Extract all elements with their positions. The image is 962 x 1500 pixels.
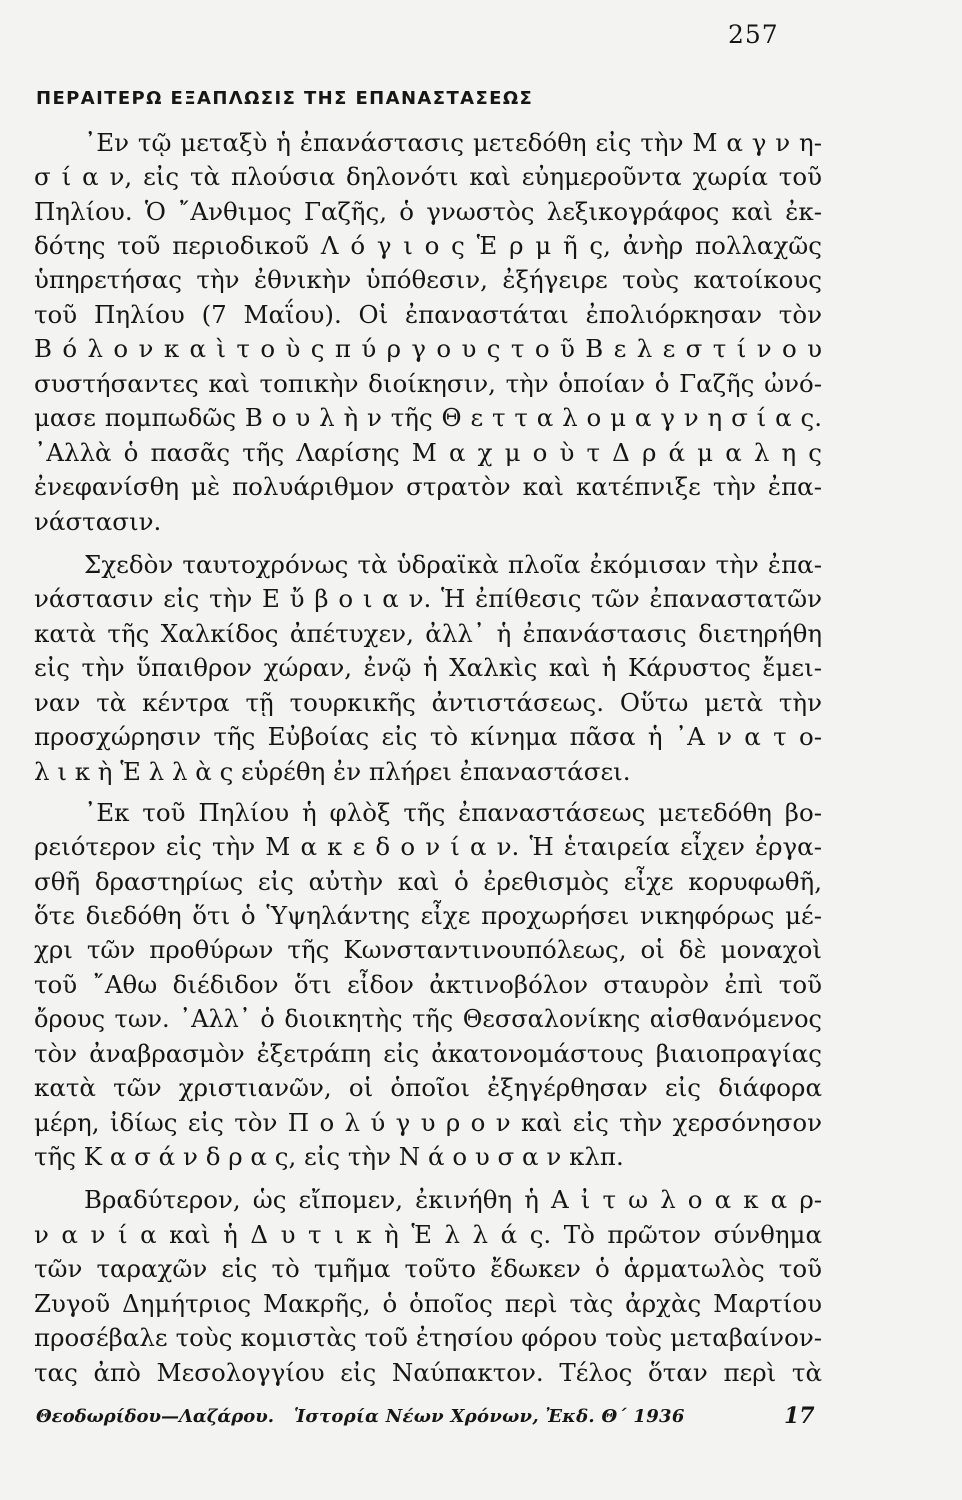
text-line: ν α ν ί α καὶ ἡ Δ υ τ ι κ ὴ Ἑ λ λ ά ς. Τὸ πρῶτον σύνθημα [34,1220,822,1249]
text-line: ἐνεφανίσθη μὲ πολυάριθμον στρατὸν καὶ κατέπνιξε τὴν ἐπα- [34,472,822,501]
text-line: ὑπηρετήσας τὴν ἐθνικὴν ὑπόθεσιν, ἐξήγειρε τοὺς κατοίκους [34,265,822,294]
text-line: τας ἀπὸ Μεσολογγίου εἰς Ναύπακτον. Τέλος ὅταν περὶ τὰ [34,1358,822,1387]
text-line: κατὰ τῶν χριστιανῶν, οἱ ὁποῖοι ἐξηγέρθησαν εἰς διάφορα [34,1073,822,1102]
text-line: εἰς τὴν ὕπαιθρον χώραν, ἐνῷ ἡ Χαλκὶς καὶ ἡ Κάρυστος ἔμει- [34,653,822,682]
text-line: σ ί α ν, εἰς τὰ πλούσια δηλονότι καὶ εὐημεροῦντα χωρία τοῦ [34,162,822,191]
text-line: νάστασιν εἰς τὴν Ε ὔ β ο ι α ν. Ἡ ἐπίθεσις τῶν ἐπαναστατῶν [34,584,822,613]
text-line: ᾿Εκ τοῦ Πηλίου ἡ φλὸξ τῆς ἐπαναστάσεως μετεδόθη βο- [84,798,822,827]
text-line: τῶν ταραχῶν εἰς τὸ τμῆμα τοῦτο ἔδωκεν ὁ ἁρματωλὸς τοῦ [34,1254,822,1283]
text-line: μέρη, ἰδίως εἰς τὸν Π ο λ ύ γ υ ρ ο ν καὶ εἰς τὴν χερσόνησον [34,1108,822,1137]
footer-book-title: Ἱστορία Νέων Χρόνων, Ἐκδ. Θ΄ 1936 [294,1406,685,1427]
text-line: προσχώρησιν τῆς Εὐβοίας εἰς τὸ κίνημα πᾶσα ἡ ᾿Α ν α τ ο- [34,722,822,751]
text-line: Βραδύτερον, ὡς εἴπομεν, ἐκινήθη ἡ Α ἰ τ ω λ ο α κ α ρ- [84,1185,822,1214]
text-line: μασε πομπωδῶς Β ο υ λ ὴ ν τῆς Θ ε τ τ α λ ο μ α γ ν η σ ί α ς. [34,403,822,432]
text-line: συστήσαντες καὶ τοπικὴν διοίκησιν, τὴν ὁποίαν ὁ Γαζῆς ὠνό- [34,369,822,398]
text-line: Β ό λ ο ν κ α ὶ τ ο ὺ ς π ύ ρ γ ο υ ς τ ο ῦ Β ε λ ε σ τ ί ν ο υ [34,334,822,363]
text-line: τὸν ἀναβρασμὸν ἐξετράπη εἰς ἀκατονομάστους βιαιοπραγίας [34,1039,822,1068]
text-line: χρι τῶν προθύρων τῆς Κωνσταντινουπόλεως, οἱ δὲ μοναχοὶ [34,935,822,964]
text-line: τῆς Κ α σ ά ν δ ρ α ς, εἰς τὴν Ν ά ο υ σ α ν κλπ. [34,1142,624,1171]
text-line: τοῦ ῎Αθω διέδιδον ὅτι εἶδον ἀκτινοβόλον σταυρὸν ἐπὶ τοῦ [34,970,822,999]
text-line: λ ι κ ὴ Ἑ λ λ ὰ ς εὑρέθη ἐν πλήρει ἐπαναστάσει. [34,757,631,786]
text-line: ᾿Εν τῷ μεταξὺ ἡ ἐπανάστασις μετεδόθη εἰς τὴν Μ α γ ν η- [84,128,822,157]
running-head: ΠΕΡΑΙΤΕΡΩ ΕΞΑΠΛΩΣΙΣ ΤΗΣ ΕΠΑΝΑΣΤΑΣΕΩΣ [36,88,534,109]
text-line: Πηλίου. Ὁ ῎Ανθιμος Γαζῆς, ὁ γνωστὸς λεξικογράφος καὶ ἐκ- [34,197,822,226]
text-line: νάστασιν. [34,507,162,536]
text-line: ὄρους των. ᾿Αλλ᾿ ὁ διοικητὴς τῆς Θεσσαλονίκης αἰσθανόμενος [34,1005,822,1033]
text-line: τοῦ Πηλίου (7 Μαΐου). Οἱ ἐπαναστάται ἐπολιόρκησαν τὸν [34,300,822,329]
text-line: ρειότερον εἰς τὴν Μ α κ ε δ ο ν ί α ν. Ἡ ἑταιρεία εἶχεν ἐργα- [34,832,822,861]
footer-authors: Θεοδωρίδου—Λαζάρου. [36,1406,275,1427]
text-line: Σχεδὸν ταυτοχρόνως τὰ ὑδραϊκὰ πλοῖα ἐκόμισαν τὴν ἐπα- [84,550,822,579]
text-line: ᾿Αλλὰ ὁ πασᾶς τῆς Λαρίσης Μ α χ μ ο ὺ τ Δ ρ ά μ α λ η ς [34,438,822,467]
text-line: ναν τὰ κέντρα τῇ τουρκικῆς ἀντιστάσεως. Οὕτω μετὰ τὴν [34,688,822,717]
page-number: 257 [728,20,779,49]
text-line: σθῆ δραστηρίως εἰς αὐτὴν καὶ ὁ ἐρεθισμὸς εἶχε κορυφωθῆ, [34,867,822,896]
text-line: κατὰ τῆς Χαλκίδος ἀπέτυχεν, ἀλλ᾿ ἡ ἐπανάστασις διετηρήθη [34,619,822,648]
footer-signature-mark: 17 [784,1403,815,1429]
text-line: Ζυγοῦ Δημήτριος Μακρῆς, ὁ ὁποῖος περὶ τὰς ἀρχὰς Μαρτίου [34,1289,822,1318]
text-line: ὅτε διεδόθη ὅτι ὁ Ὑψηλάντης εἶχε προχωρήσει νικηφόρως μέ- [34,901,822,930]
text-line: προσέβαλε τοὺς κομιστὰς τοῦ ἐτησίου φόρου τοὺς μεταβαίνον- [34,1323,822,1352]
text-line: δότης τοῦ περιοδικοῦ Λ ό γ ι ο ς Ἑ ρ μ ῆ ς, ἀνὴρ πολλαχῶς [34,231,822,260]
